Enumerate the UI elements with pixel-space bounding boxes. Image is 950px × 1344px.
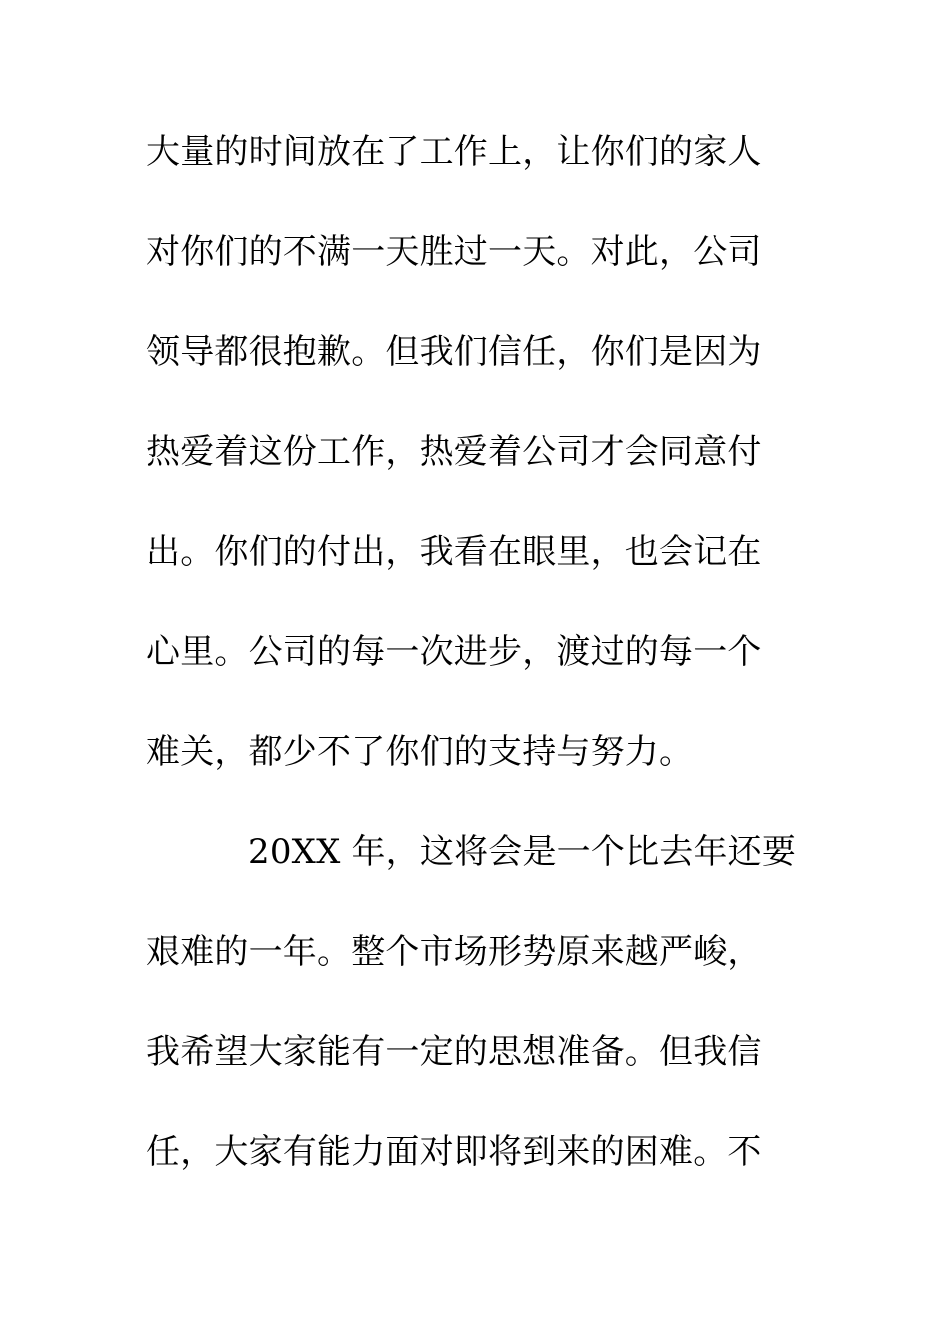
text-line: 大量的时间放在了工作上，让你们的家人 <box>146 132 762 172</box>
paragraph-first-line: 20XX 年，这将会是一个比去年还要 <box>248 832 797 872</box>
text-line: 对你们的不满一天胜过一天。对此，公司 <box>146 232 762 272</box>
text-line: 热爱着这份工作，热爱着公司才会同意付 <box>146 432 762 472</box>
text-line: 心里。公司的每一次进步，渡过的每一个 <box>146 632 762 672</box>
text-line: 任，大家有能力面对即将到来的困难。不 <box>146 1132 762 1172</box>
text-line: 出。你们的付出，我看在眼里，也会记在 <box>146 532 762 572</box>
text-line: 难关，都少不了你们的支持与努力。 <box>146 732 694 772</box>
text-line: 领导都很抱歉。但我们信任，你们是因为 <box>146 332 762 372</box>
text-line: 我希望大家能有一定的思想准备。但我信 <box>146 1032 762 1072</box>
text-line: 艰难的一年。整个市场形势原来越严峻， <box>146 932 762 972</box>
